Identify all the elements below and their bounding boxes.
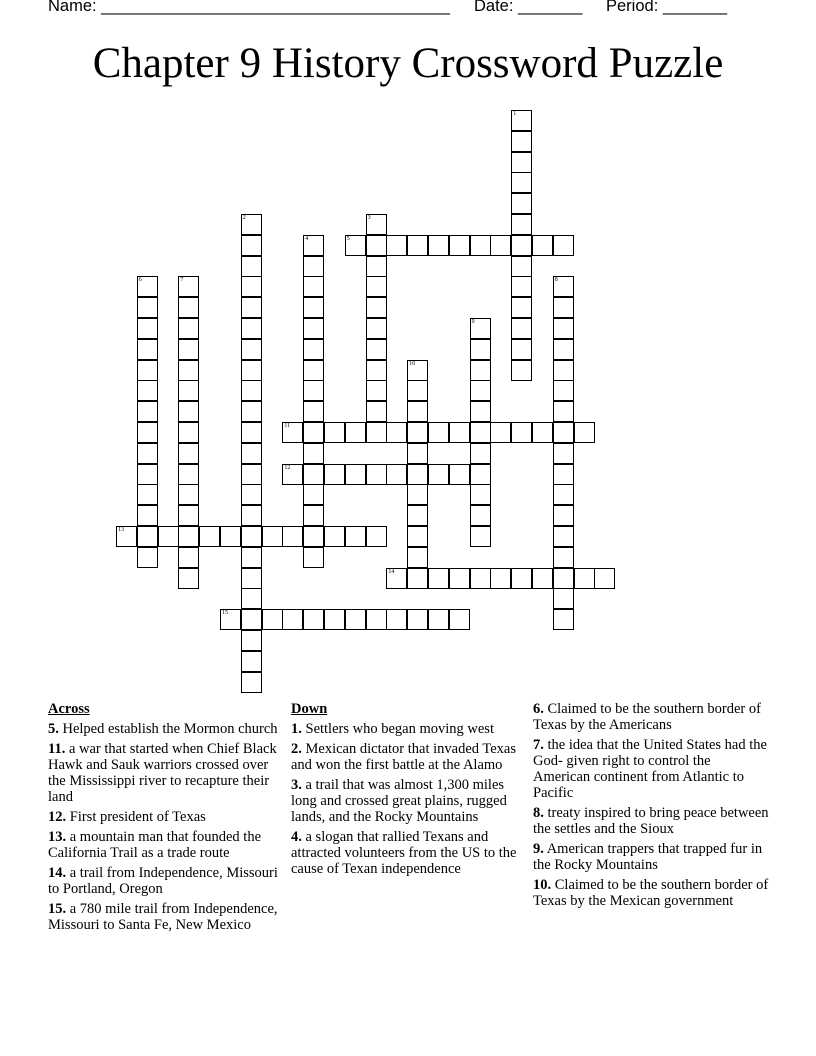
grid-cell[interactable] <box>366 297 387 318</box>
grid-cell[interactable] <box>303 360 324 381</box>
grid-cell[interactable] <box>178 505 199 526</box>
grid-cell[interactable] <box>241 318 262 339</box>
grid-cell[interactable] <box>137 339 158 360</box>
grid-cell[interactable] <box>449 235 470 256</box>
grid-cell[interactable] <box>241 630 262 651</box>
grid-cell[interactable] <box>241 464 262 485</box>
grid-cell[interactable] <box>470 360 491 381</box>
grid-cell[interactable] <box>553 588 574 609</box>
clue-down-10: 10. Claimed to be the southern border of Texas by the Mexican government <box>533 877 769 909</box>
grid-cell[interactable] <box>137 276 158 297</box>
grid-cell[interactable] <box>532 568 553 589</box>
grid-cell[interactable] <box>324 422 345 443</box>
grid-cell[interactable] <box>324 526 345 547</box>
cell-number: 6 <box>138 277 142 284</box>
grid-cell[interactable] <box>241 422 262 443</box>
grid-cell[interactable] <box>470 568 491 589</box>
clue-down-3: 3. a trail that was almost 1,300 miles long and crossed great plains, rugged lands, and the Rocky Mountains <box>291 777 507 825</box>
grid-cell[interactable] <box>241 276 262 297</box>
grid-cell[interactable] <box>470 526 491 547</box>
grid-cell[interactable] <box>407 568 428 589</box>
grid-cell[interactable] <box>386 422 407 443</box>
grid-cell[interactable] <box>511 568 532 589</box>
grid-cell[interactable] <box>553 484 574 505</box>
grid-cell[interactable] <box>366 380 387 401</box>
grid-cell[interactable] <box>262 609 283 630</box>
grid-cell[interactable] <box>470 380 491 401</box>
grid-cell[interactable] <box>532 422 553 443</box>
cell-number: 2 <box>242 215 246 221</box>
grid-cell[interactable] <box>407 526 428 547</box>
grid-cell[interactable] <box>407 484 428 505</box>
grid-cell[interactable] <box>407 380 428 401</box>
grid-cell[interactable] <box>490 235 511 256</box>
grid-cell[interactable] <box>407 609 428 630</box>
grid-cell[interactable] <box>303 609 324 630</box>
across-clue-list <box>48 721 280 933</box>
clue-across-14: 14. a trail from Independence, Missouri to Portland, Oregon <box>48 865 278 897</box>
grid-cell[interactable] <box>366 339 387 360</box>
cell-number: 7 <box>180 277 184 284</box>
grid-cell[interactable] <box>116 526 137 547</box>
period-field[interactable]: Period: _______ <box>606 0 728 15</box>
grid-cell[interactable] <box>345 609 366 630</box>
grid-cell[interactable] <box>470 235 491 256</box>
grid-cell[interactable] <box>303 297 324 318</box>
grid-cell[interactable] <box>178 297 199 318</box>
grid-cell[interactable] <box>137 547 158 568</box>
across-heading: Across <box>48 701 90 717</box>
grid-cell[interactable] <box>511 297 532 318</box>
grid-cell[interactable] <box>303 276 324 297</box>
grid-cell[interactable] <box>366 318 387 339</box>
grid-cell[interactable] <box>178 276 199 297</box>
grid-cell[interactable] <box>137 443 158 464</box>
grid-cell[interactable] <box>386 235 407 256</box>
clue-down-8: 8. treaty inspired to bring peace between the settles and the Sioux <box>533 805 769 837</box>
grid-cell[interactable] <box>282 464 303 485</box>
grid-cell[interactable] <box>511 318 532 339</box>
grid-cell[interactable] <box>366 464 387 485</box>
grid-cell[interactable] <box>407 401 428 422</box>
grid-cell[interactable] <box>366 214 387 235</box>
clue-down-9: 9. American trappers that trapped fur in the Rocky Mountains <box>533 841 763 873</box>
grid-cell[interactable] <box>553 505 574 526</box>
across-clues <box>48 701 280 937</box>
grid-cell[interactable] <box>449 464 470 485</box>
grid-cell[interactable] <box>303 547 324 568</box>
grid-cell[interactable] <box>428 609 449 630</box>
clue-across-15: 15. a 780 mile trail from Independence, Missouri to Santa Fe, New Mexico <box>48 901 278 933</box>
grid-cell[interactable] <box>303 318 324 339</box>
grid-cell[interactable] <box>178 380 199 401</box>
grid-cell[interactable] <box>241 235 262 256</box>
grid-cell[interactable] <box>470 318 491 339</box>
grid-cell[interactable] <box>407 443 428 464</box>
grid-cell[interactable] <box>158 526 179 547</box>
cell-number: 11 <box>284 423 291 429</box>
grid-cell[interactable] <box>553 568 574 589</box>
down-clues <box>291 701 527 881</box>
cell-number: 1 <box>513 111 517 117</box>
grid-cell[interactable] <box>137 360 158 381</box>
grid-cell[interactable] <box>345 526 366 547</box>
grid-cell[interactable] <box>137 401 158 422</box>
cell-number: 13 <box>118 527 124 533</box>
grid-cell[interactable] <box>366 235 387 256</box>
grid-cell[interactable] <box>511 256 532 277</box>
name-field[interactable]: Name: ______________________________________ <box>48 0 450 15</box>
grid-cell[interactable] <box>407 464 428 485</box>
grid-cell[interactable] <box>137 484 158 505</box>
grid-cell[interactable] <box>241 609 262 630</box>
cell-number: 4 <box>305 235 309 242</box>
grid-cell[interactable] <box>366 609 387 630</box>
grid-cell[interactable] <box>407 505 428 526</box>
grid-cell[interactable] <box>386 609 407 630</box>
grid-cell[interactable] <box>241 443 262 464</box>
grid-cell[interactable] <box>553 360 574 381</box>
grid-cell[interactable] <box>532 235 553 256</box>
grid-cell[interactable] <box>553 235 574 256</box>
date-field[interactable]: Date: _______ <box>474 0 583 15</box>
grid-cell[interactable] <box>282 422 303 443</box>
grid-cell[interactable] <box>137 526 158 547</box>
grid-cell[interactable] <box>490 568 511 589</box>
grid-cell[interactable] <box>178 443 199 464</box>
clue-down-4: 4. a slogan that rallied Texans and attracted volunteers from the US to the cause of Texan independence <box>291 829 517 877</box>
grid-cell[interactable] <box>511 339 532 360</box>
grid-cell[interactable] <box>178 526 199 547</box>
grid-cell[interactable] <box>303 526 324 547</box>
grid-cell[interactable] <box>574 568 595 589</box>
grid-cell[interactable] <box>490 422 511 443</box>
clue-across-11: 11. a war that started when Chief Black Hawk and Sauk warriors crossed over the Mississippi river to recapture their land <box>48 741 277 805</box>
grid-cell[interactable] <box>241 297 262 318</box>
grid-cell[interactable] <box>449 568 470 589</box>
down-heading: Down <box>291 701 328 717</box>
grid-cell[interactable] <box>407 422 428 443</box>
grid-cell[interactable] <box>553 339 574 360</box>
grid-cell[interactable] <box>137 422 158 443</box>
grid-cell[interactable] <box>553 422 574 443</box>
grid-cell[interactable] <box>345 235 366 256</box>
grid-cell[interactable] <box>428 568 449 589</box>
down-clues-continued <box>533 701 769 913</box>
clue-down-7: 7. the idea that the United States had the God- given right to control the American continent from Atlantic to Pacific <box>533 737 767 801</box>
grid-cell[interactable] <box>137 318 158 339</box>
grid-cell[interactable] <box>428 422 449 443</box>
grid-cell[interactable] <box>428 464 449 485</box>
clue-down-2: 2. Mexican dictator that invaded Texas and won the first battle at the Alamo <box>291 741 517 773</box>
grid-cell[interactable] <box>553 380 574 401</box>
grid-cell[interactable] <box>511 172 532 193</box>
grid-cell[interactable] <box>178 484 199 505</box>
grid-cell[interactable] <box>470 464 491 485</box>
clue-down-6: 6. Claimed to be the southern border of Texas by the Americans <box>533 701 761 733</box>
grid-cell[interactable] <box>303 505 324 526</box>
grid-cell[interactable] <box>241 214 262 235</box>
grid-cell[interactable] <box>366 256 387 277</box>
cell-number: 10 <box>409 360 416 367</box>
grid-cell[interactable] <box>324 609 345 630</box>
grid-cell[interactable] <box>511 235 532 256</box>
grid-cell[interactable] <box>511 193 532 214</box>
grid-cell[interactable] <box>511 360 532 381</box>
grid-cell[interactable] <box>241 568 262 589</box>
grid-cell[interactable] <box>178 547 199 568</box>
cell-number: 8 <box>554 277 558 284</box>
clue-down-1: 1. Settlers who began moving west <box>291 721 494 737</box>
grid-cell[interactable] <box>178 318 199 339</box>
grid-cell[interactable] <box>470 484 491 505</box>
grid-cell[interactable] <box>241 505 262 526</box>
grid-cell[interactable] <box>282 526 303 547</box>
grid-cell[interactable] <box>262 526 283 547</box>
grid-cell[interactable] <box>574 422 595 443</box>
grid-cell[interactable] <box>303 380 324 401</box>
clue-across-5: 5. Helped establish the Mormon church <box>48 721 278 737</box>
page-title: Chapter 9 History Crossword Puzzle <box>92 40 724 87</box>
grid-cell[interactable] <box>407 360 428 381</box>
grid-cell[interactable] <box>303 401 324 422</box>
grid-cell[interactable] <box>220 609 241 630</box>
cell-number: 5 <box>346 235 350 242</box>
grid-cell[interactable] <box>553 318 574 339</box>
clue-across-12: 12. First president of Texas <box>48 809 206 825</box>
grid-cell[interactable] <box>470 443 491 464</box>
grid-cell[interactable] <box>137 464 158 485</box>
clue-across-13: 13. a mountain man that founded the California Trail as a trade route <box>48 829 262 861</box>
grid-cell[interactable] <box>366 401 387 422</box>
grid-cell[interactable] <box>178 464 199 485</box>
grid-cell[interactable] <box>511 276 532 297</box>
grid-cell[interactable] <box>511 110 532 131</box>
grid-cell[interactable] <box>345 464 366 485</box>
grid-cell[interactable] <box>407 547 428 568</box>
grid-cell[interactable] <box>407 235 428 256</box>
grid-cell[interactable] <box>303 443 324 464</box>
grid-cell[interactable] <box>199 526 220 547</box>
grid-cell[interactable] <box>470 505 491 526</box>
grid-cell[interactable] <box>594 568 615 589</box>
grid-cell[interactable] <box>303 235 324 256</box>
grid-cell[interactable] <box>303 464 324 485</box>
grid-cell[interactable] <box>553 276 574 297</box>
grid-cell[interactable] <box>241 339 262 360</box>
grid-cell[interactable] <box>366 526 387 547</box>
grid-cell[interactable] <box>449 422 470 443</box>
grid-cell[interactable] <box>345 422 366 443</box>
grid-cell[interactable] <box>511 152 532 173</box>
grid-cell[interactable] <box>324 464 345 485</box>
grid-cell[interactable] <box>241 526 262 547</box>
grid-cell[interactable] <box>241 484 262 505</box>
grid-cell[interactable] <box>449 609 470 630</box>
grid-cell[interactable] <box>511 214 532 235</box>
grid-cell[interactable] <box>178 360 199 381</box>
grid-cell[interactable] <box>303 256 324 277</box>
grid-cell[interactable] <box>137 297 158 318</box>
cell-number: 3 <box>367 215 371 221</box>
grid-cell[interactable] <box>241 672 262 693</box>
grid-cell[interactable] <box>241 401 262 422</box>
grid-cell[interactable] <box>241 547 262 568</box>
grid-cell[interactable] <box>137 380 158 401</box>
grid-cell[interactable] <box>303 422 324 443</box>
grid-cell[interactable] <box>178 339 199 360</box>
grid-cell[interactable] <box>241 360 262 381</box>
grid-cell[interactable] <box>366 422 387 443</box>
grid-cell[interactable] <box>470 422 491 443</box>
grid-cell[interactable] <box>282 609 303 630</box>
grid-cell[interactable] <box>137 505 158 526</box>
grid-cell[interactable] <box>178 568 199 589</box>
grid-cell[interactable] <box>366 276 387 297</box>
cell-number: 12 <box>284 464 291 471</box>
cell-number: 14 <box>388 568 395 575</box>
grid-cell[interactable] <box>241 380 262 401</box>
grid-cell[interactable] <box>303 484 324 505</box>
grid-cell[interactable] <box>241 588 262 609</box>
grid-cell[interactable] <box>366 360 387 381</box>
grid-cell[interactable] <box>470 339 491 360</box>
grid-cell[interactable] <box>470 401 491 422</box>
cell-number: 15 <box>222 610 228 617</box>
grid-cell[interactable] <box>553 526 574 547</box>
grid-cell[interactable] <box>511 422 532 443</box>
grid-cell[interactable] <box>178 422 199 443</box>
grid-cell[interactable] <box>428 235 449 256</box>
grid-cell[interactable] <box>553 401 574 422</box>
grid-cell[interactable] <box>220 526 241 547</box>
grid-cell[interactable] <box>303 339 324 360</box>
grid-cell[interactable] <box>553 443 574 464</box>
grid-cell[interactable] <box>241 256 262 277</box>
grid-cell[interactable] <box>511 131 532 152</box>
grid-cell[interactable] <box>178 401 199 422</box>
grid-cell[interactable] <box>553 609 574 630</box>
grid-cell[interactable] <box>553 464 574 485</box>
grid-cell[interactable] <box>386 464 407 485</box>
cell-number: 9 <box>471 319 475 325</box>
grid-cell[interactable] <box>386 568 407 589</box>
grid-cell[interactable] <box>241 651 262 672</box>
grid-cell[interactable] <box>553 547 574 568</box>
grid-cell[interactable] <box>553 297 574 318</box>
